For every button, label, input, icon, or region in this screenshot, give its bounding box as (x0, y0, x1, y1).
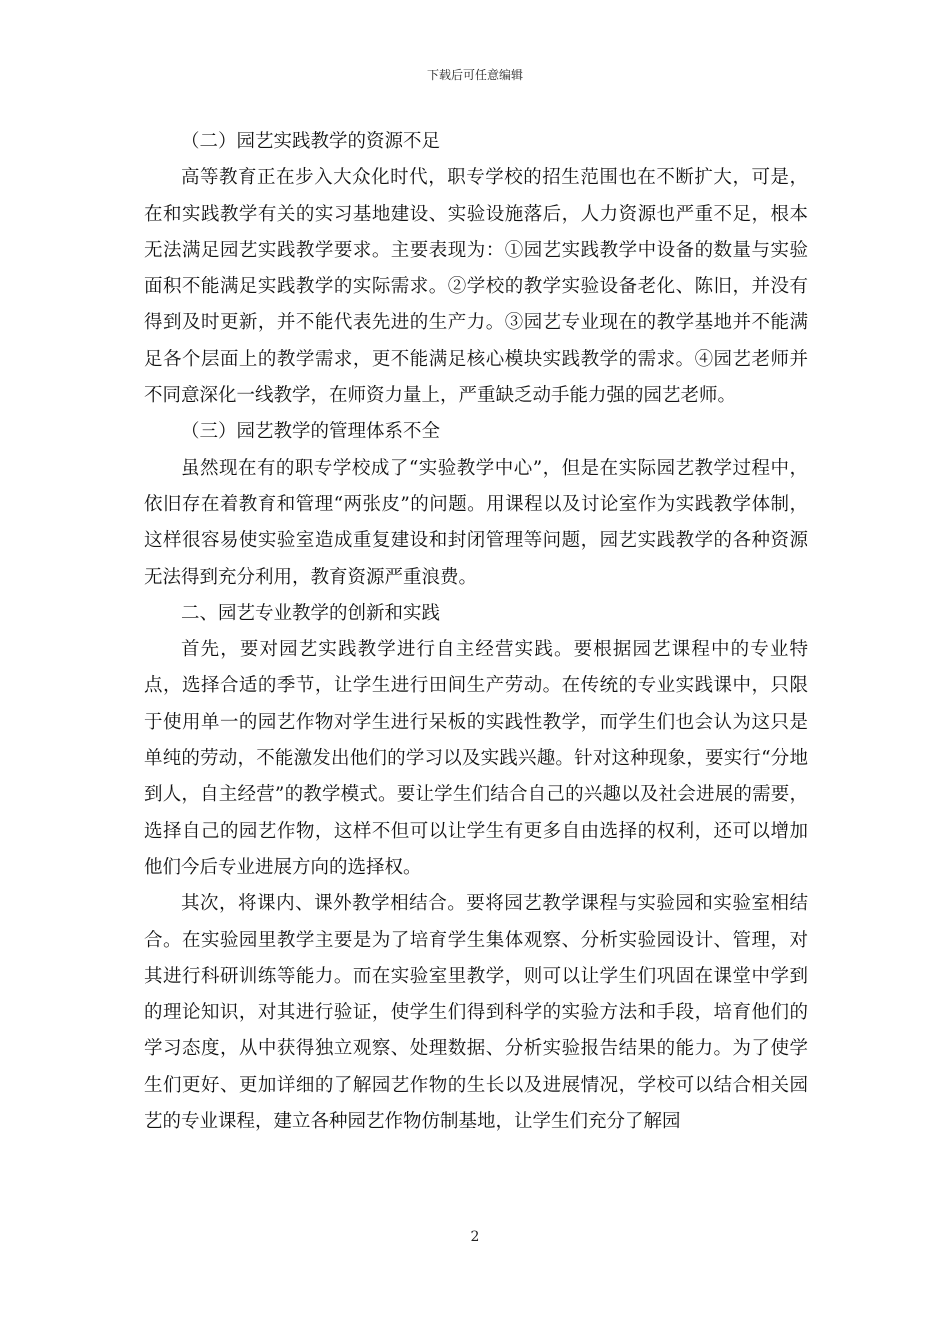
page-number: 2 (470, 1229, 480, 1245)
section-heading-innovation: 二、园艺专业教学的创新和实践 (181, 602, 441, 624)
paragraph-first: 首先，要对园艺实践教学进行自主经营实践。要根据园艺课程中的专业特点，选择合适的季节，让学生进行田间生产劳动。在传统的专业实践课中，只限于使用单一的园艺作物对学生进行呆板的实践性教学，而学生们也会认为这只是单纯的劳动，不能激发出他们的学习以及实践兴趣。针对这种现象，要实行“分地到人，自主经营”的教学模式。要让学生们结合自己的兴趣以及社会进展的需要，选择自己的园艺作物，这样不但可以让学生有更多自由选择的权利，还可以增加他们今后专业进展方向的选择权。 (144, 639, 808, 878)
section-heading-management: （三）园艺教学的管理体系不全 (181, 421, 441, 443)
page-header: 下载后可任意编辑 (426, 68, 523, 82)
paragraph-resources: 高等教育正在步入大众化时代，职专学校的招生范围也在不断扩大，可是，在和实践教学有关的实习基地建设、实验设施落后，人力资源也严重不足，根本无法满足园艺实践教学要求。主要表现为：①园艺实践教学中设备的数量与实验面积不能满足实践教学的实际需求。②学校的教学实验设备老化、陈旧，并没有得到及时更新，并不能代表先进的生产力。③园艺专业现在的教学基地并不能满足各个层面上的教学需求，更不能满足核心模块实践教学的需求。④园艺老师并不同意深化一线教学，在师资力量上，严重缺乏动手能力强的园艺老师。 (144, 167, 808, 407)
document-body (144, 124, 808, 1140)
section-heading-resources: （二）园艺实践教学的资源不足 (181, 131, 441, 152)
paragraph-management: 虽然现在有的职专学校成了“实验教学中心”，但是在实际园艺教学过程中，依旧存在着教育和管理“两张皮”的问题。用课程以及讨论室作为实践教学体制，这样很容易使实验室造成重复建设和封闭管理等问题，园艺实践教学的各种资源无法得到充分利用，教育资源严重浪费。 (144, 457, 808, 588)
paragraph-second: 其次，将课内、课外教学相结合。要将园艺教学课程与实验园和实验室相结合。在实验园里教学主要是为了培育学生集体观察、分析实验园设计、管理，对其进行科研训练等能力。而在实验室里教学，则可以让学生们巩固在课堂中学到的理论知识，对其进行验证，使学生们得到科学的实验方法和手段，培育他们的学习态度，从中获得独立观察、处理数据、分析实验报告结果的能力。为了使学生们更好、更加详细的了解园艺作物的生长以及进展情况，学校可以结合相关园艺的专业课程，建立各种园艺作物仿制基地，让学生们充分了解园 (144, 893, 808, 1133)
